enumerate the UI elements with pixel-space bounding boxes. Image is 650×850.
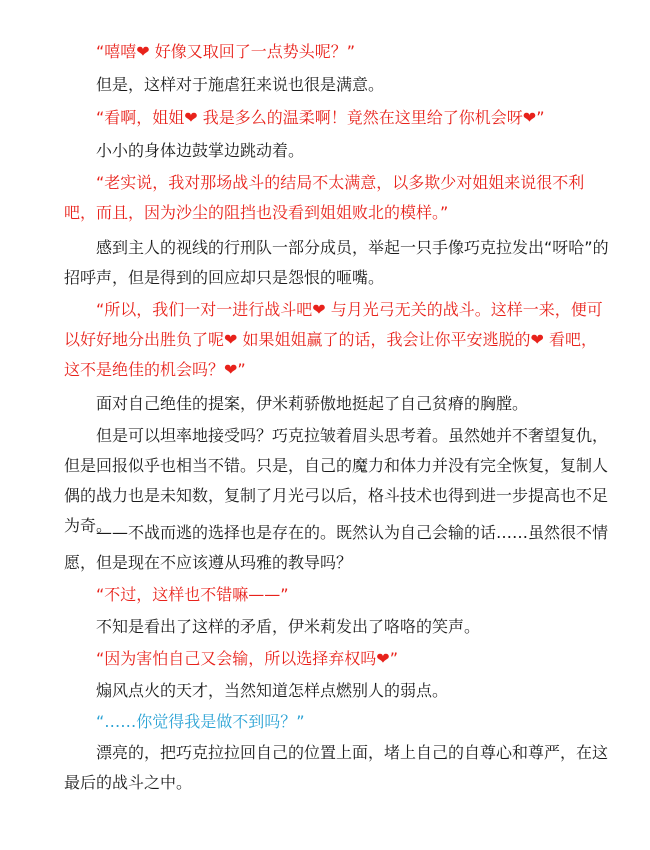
dialogue-line: “不过，这样也不错嘛——” [96,585,289,604]
narration-paragraph: 漂亮的，把巧克拉拉回自己的位置上面，堵上自己的自尊心和尊严，在这最后的战斗之中。 [64,743,609,792]
narration-line: 煽风点火的天才，当然知道怎样点燃别人的弱点。 [96,681,449,700]
dialogue-paragraph: “老实说，我对那场战斗的结局不太满意，以多欺少对姐姐来说很不利吧，而且，因为沙尘的阻挡也没看到姐姐败北的模样。” [64,173,585,222]
narration-line: 但是，这样对于施虐狂来说也很是满意。 [96,75,385,94]
narration-paragraph: ——不战而逃的选择也是存在的。既然认为自己会输的话……虽然很不情愿，但是现在不应该遵从玛雅的教导吗？ [64,523,609,572]
dialogue-line: “看啊，姐姐❤ 我是多么的温柔啊！竟然在这里给了你机会呀❤” [96,108,545,127]
narration-line: 面对自己绝佳的提案，伊米莉骄傲地挺起了自己贫瘠的胸膛。 [96,394,529,413]
narration-line: 小小的身体边鼓掌边跳动着。 [96,141,305,160]
narration-paragraph: 感到主人的视线的行刑队一部分成员，举起一只手像巧克拉发出“呀哈”的招呼声，但是得到的回应却只是怨恨的咂嘴。 [64,238,609,287]
dialogue-line: “因为害怕自己又会输，所以选择弃权吗❤” [96,649,398,668]
dialogue-paragraph: “所以，我们一对一进行战斗吧❤ 与月光弓无关的战斗。这样一来，便可以好好地分出胜负了呢❤ 如果姐姐赢了的话，我会让你平安逃脱的❤ 看吧，这不是绝佳的机会吗？❤” [64,300,603,379]
narration-paragraph: 但是可以坦率地接受吗？巧克拉皱着眉头思考着。虽然她并不奢望复仇，但是回报似乎也相当不错。只是，自己的魔力和体力并没有完全恢复，复制人偶的战力也是未知数，复制了月光弓以后，格斗技术也得到进一步提高也不足为奇。 [64,426,609,535]
dialogue-line: “嘻嘻❤ 好像又取回了一点势头呢？” [96,42,356,61]
narration-line: 不知是看出了这样的矛盾，伊米莉发出了咯咯的笑声。 [96,617,481,636]
dialogue-line-alt: “……你觉得我是做不到吗？” [96,712,305,731]
